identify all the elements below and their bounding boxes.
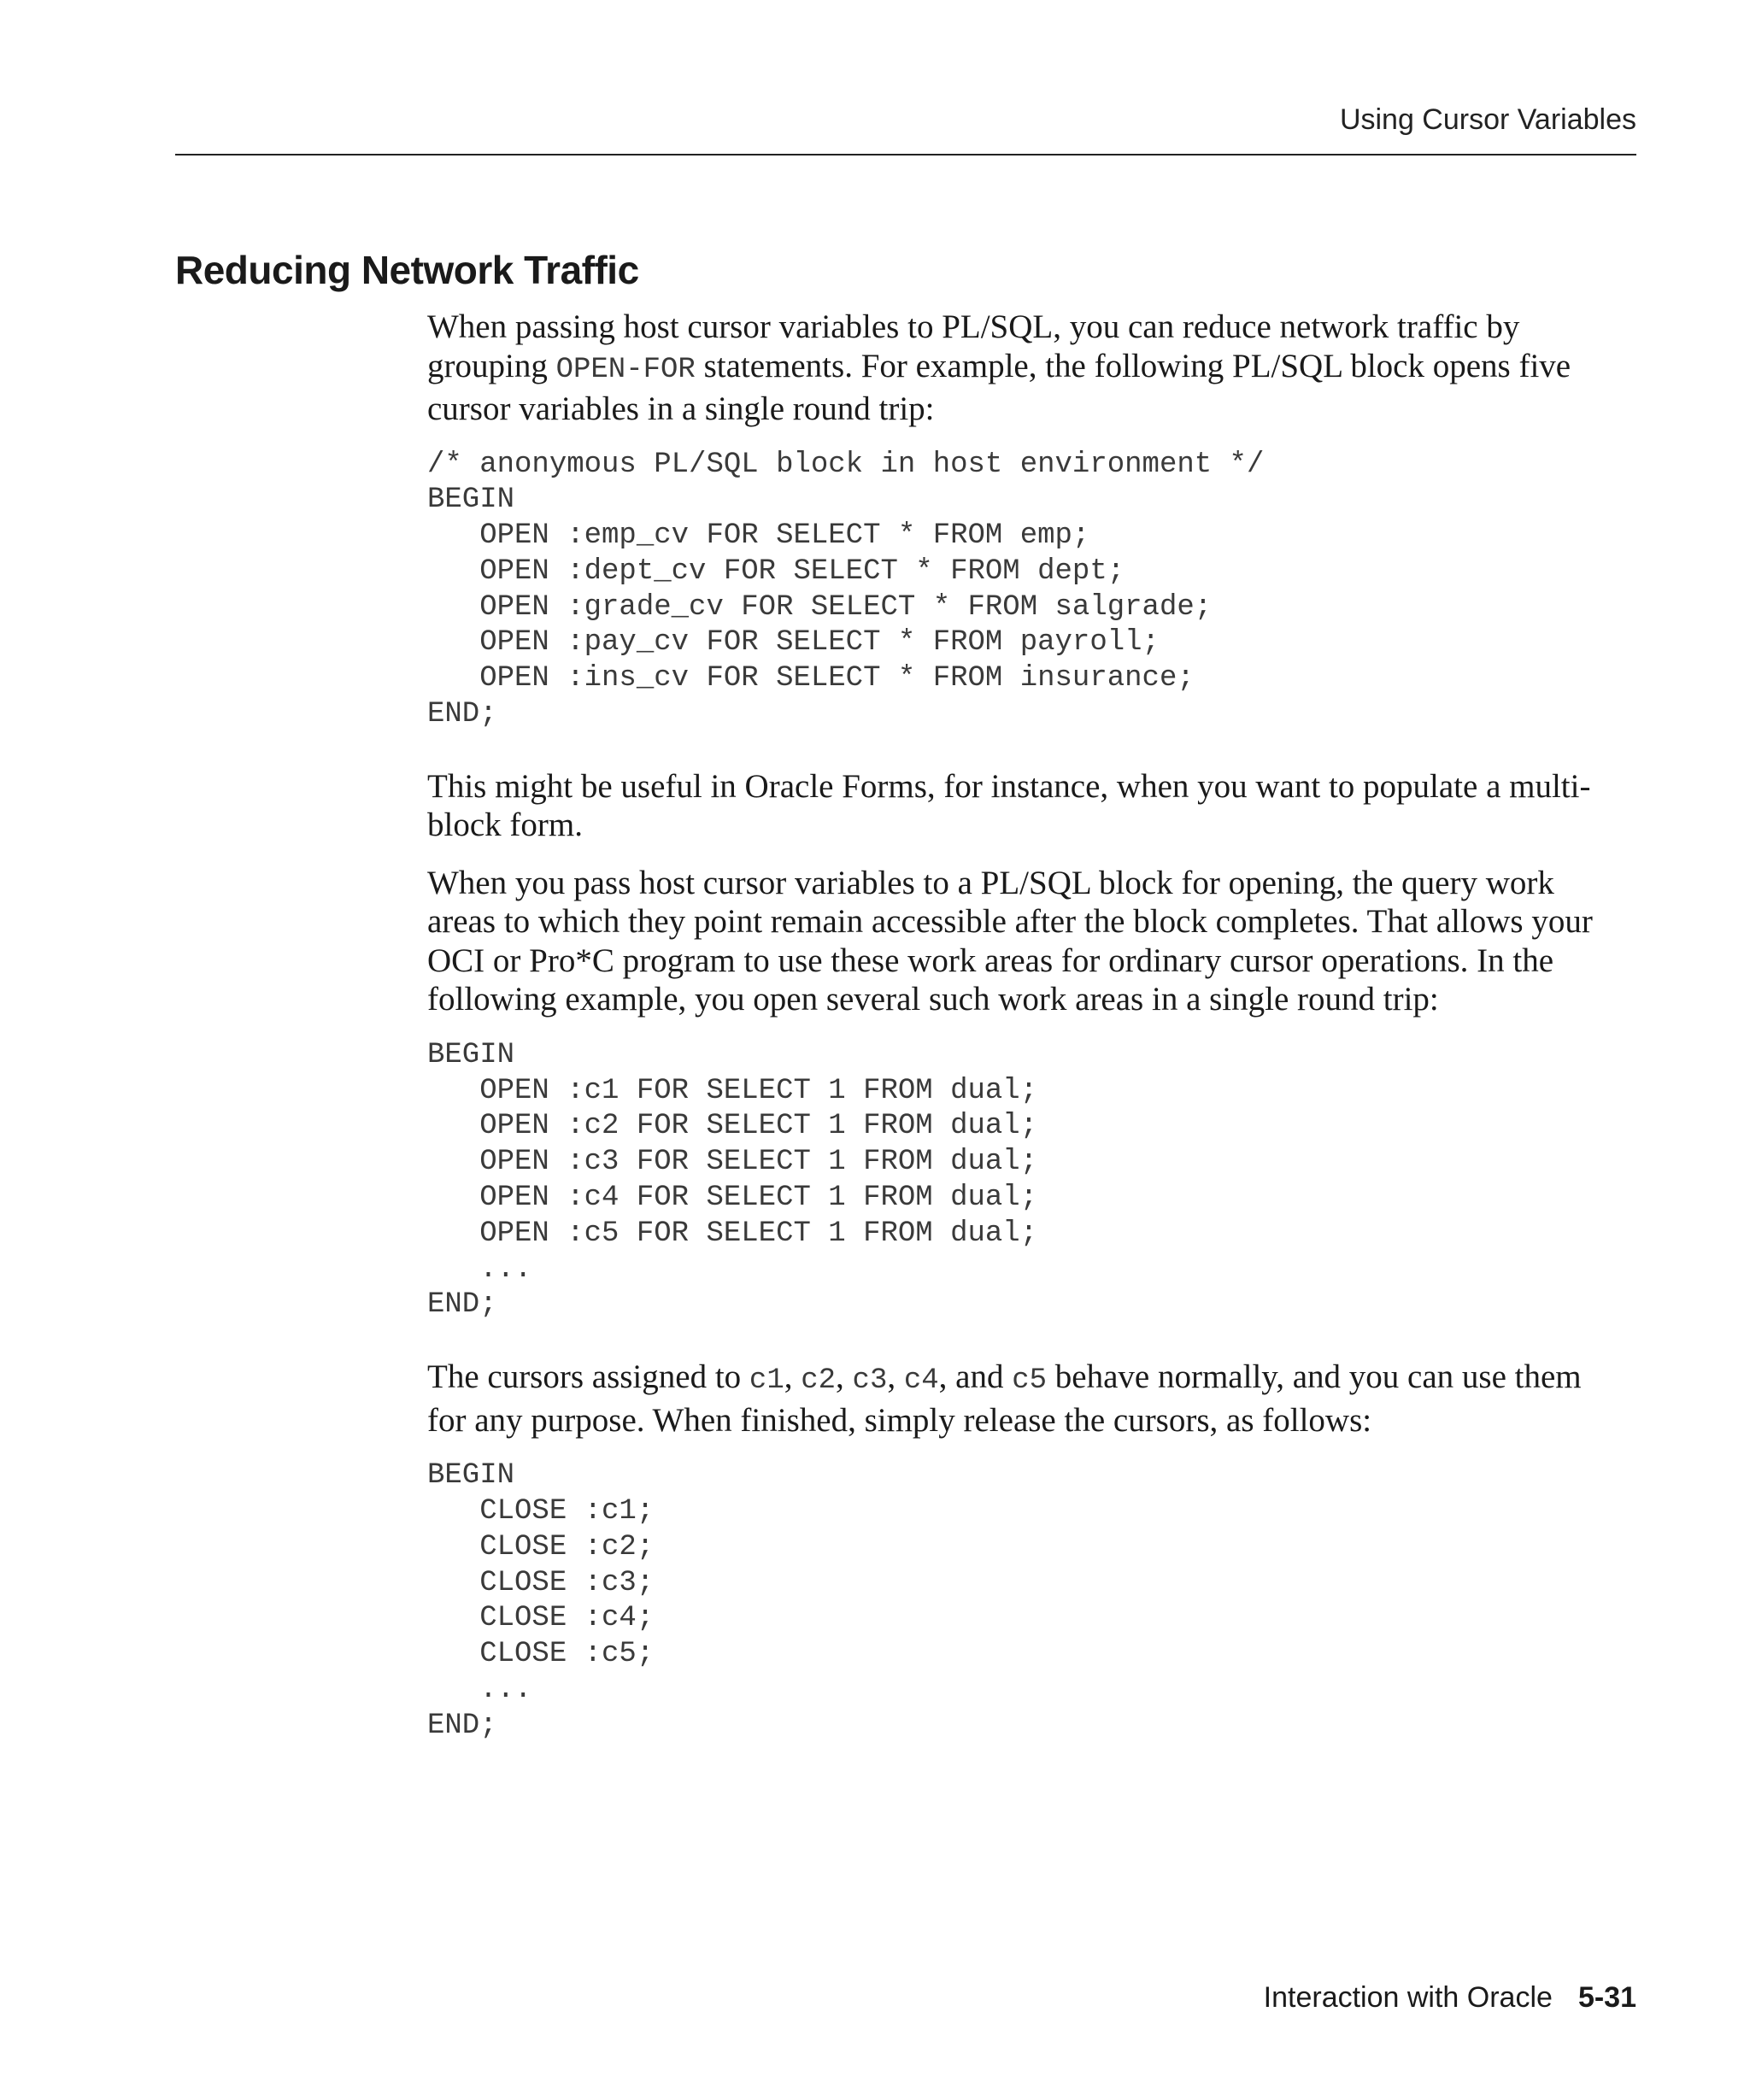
footer-chapter-title: Interaction with Oracle xyxy=(1263,1981,1553,2014)
section-content xyxy=(427,308,1624,1779)
inline-code-c1: c1 xyxy=(749,1364,784,1398)
separator: , and xyxy=(938,1358,1013,1396)
code-block-close-cursors: BEGIN CLOSE :c1; CLOSE :c2; CLOSE :c3; CLOSE :c4; CLOSE :c5; ... END; xyxy=(427,1459,655,1742)
inline-code-c2: c2 xyxy=(801,1364,837,1398)
inline-code-open-for: OPEN-FOR xyxy=(555,353,696,386)
paragraph-intro-text-1: When passing host cursor variables to PL/SQL, you can reduce network traffic by grouping xyxy=(427,308,1520,384)
paragraph-intro xyxy=(427,308,1624,429)
paragraph-oracle-forms: This might be useful in Oracle Forms, for instance, when you want to populate a multi-block form. xyxy=(427,767,1591,844)
paragraph-intro-text-2: statements. For example, the following PL/SQL block opens five cursor variables in a single round trip: xyxy=(427,347,1571,427)
inline-code-c5: c5 xyxy=(1012,1364,1048,1398)
code-block-open-dual: BEGIN OPEN :c1 FOR SELECT 1 FROM dual; OPEN :c2 FOR SELECT 1 FROM dual; OPEN :c3 FOR SELECT 1 FROM dual; OPEN :c4 FOR SELECT 1 FROM dual; OPEN :c5 FOR SELECT 1 FROM dual; ... END; xyxy=(427,1038,1038,1322)
separator: , xyxy=(887,1358,904,1396)
paragraph-cursors-text-2: behave normally, and you can use them for any purpose. When finished, simply release the cursors, as follows: xyxy=(427,1358,1582,1439)
paragraph-work-areas: When you pass host cursor variables to a PL/SQL block for opening, the query work areas to which they point remain accessible after the block completes. That allows your OCI or Pro*C program to use these work areas for ordinary cursor operations. In the following example, you open several such work areas in a single round trip: xyxy=(427,864,1593,1018)
paragraph-cursors-assigned xyxy=(427,1358,1624,1440)
running-header-title: Using Cursor Variables xyxy=(1339,103,1636,136)
inline-code-c4: c4 xyxy=(903,1364,939,1398)
separator: , xyxy=(784,1358,802,1396)
paragraph-cursors-text-1: The cursors assigned to xyxy=(427,1358,749,1396)
running-header xyxy=(175,103,1636,155)
page-footer xyxy=(1264,1980,1636,2015)
inline-code-c3: c3 xyxy=(852,1364,888,1398)
footer-page-number: 5-31 xyxy=(1577,1981,1636,2014)
code-block-open-cursors: /* anonymous PL/SQL block in host environment */ BEGIN OPEN :emp_cv FOR SELECT * FROM emp; OPEN :dept_cv FOR SELECT * FROM dept; OPEN :grade_cv FOR SELECT * FROM salgrade; OPEN :pay_cv FOR SELECT * FROM payroll; OPEN :ins_cv FOR SELECT * FROM insurance; END; xyxy=(427,448,1265,731)
separator: , xyxy=(836,1358,853,1396)
section-heading: Reducing Network Traffic xyxy=(175,248,639,292)
